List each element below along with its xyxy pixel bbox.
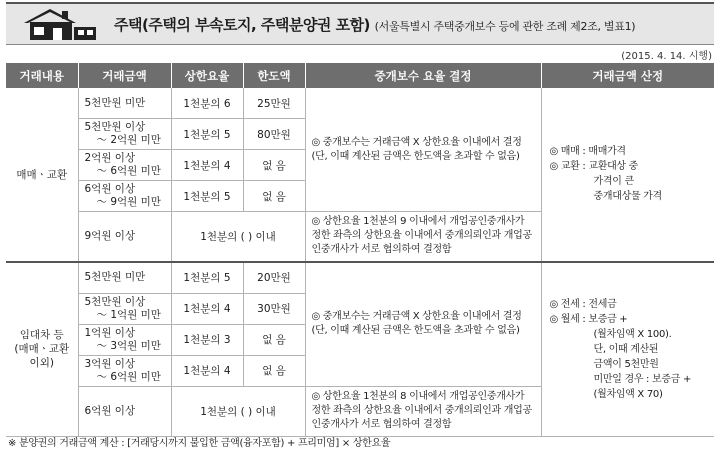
limit-cell: 80만원: [243, 119, 305, 150]
amount-cell: 5천만원 미만: [78, 262, 171, 294]
fee-table: [6, 63, 714, 437]
col-header: 한도액: [243, 63, 305, 88]
limit-cell: 30만원: [243, 293, 305, 324]
lease-calc-cell: ◎ 전세 : 전세금 ◎ 월세 : 보증금 + (월차임액 X 100). 단, 이때 계산된 금액이 5천만원 미만일 경우 : 보증금 + (월차임액 X 70): [541, 262, 714, 437]
table-row: [6, 262, 714, 294]
rate-cell: 1천분의 5: [171, 262, 243, 294]
page-title: [114, 14, 635, 35]
rate-cell: 1천분의 4: [171, 293, 243, 324]
lease-decision-2: ◎ 상한요율 1천분의 8 이내에서 개업공인중개사가 정한 좌측의 상한요율 이내에서 중개의뢰인과 개업공인중개사가 서로 협의하여 결정함: [305, 386, 541, 436]
col-header: 거래내용: [6, 63, 78, 88]
rate-cell: 1천분의 5: [171, 181, 243, 212]
rate-cell: 1천분의 5: [171, 119, 243, 150]
footnote: ※ 분양권의 거래금액 계산 : [거래당시까지 불입한 금액(융자포함) + 프리미엄] × 상한요율: [8, 438, 391, 449]
col-header: 거래금액: [78, 63, 171, 88]
sale-type-cell: 매매ㆍ교환: [6, 88, 78, 262]
col-header: 거래금액 산정: [541, 63, 714, 88]
col-header: 상한요율: [171, 63, 243, 88]
lease-type-cell: 임대차 등 (매매ㆍ교환 이외): [6, 262, 78, 437]
rate-cell: 1천분의 ( ) 이내: [171, 212, 305, 262]
sale-decision-2: ◎ 상한요율 1천분의 9 이내에서 개업공인중개사가 정한 좌측의 상한요율 이내에서 중개의뢰인과 개업공인중개사가 서로 협의하여 결정함: [305, 212, 541, 262]
sale-decision-1: ◎ 중개보수는 거래금액 X 상한요율 이내에서 결정 (단, 이때 계산된 금액은 한도액을 초과할 수 없음): [305, 88, 541, 212]
rate-cell: 1천분의 6: [171, 88, 243, 119]
limit-cell: 없 음: [243, 150, 305, 181]
amount-cell: 6억원 이상 ～ 9억원 미만: [78, 181, 171, 212]
table-header-row: [6, 63, 714, 88]
house-icon: [20, 7, 100, 41]
effective-date: (2015. 4. 14. 시행): [621, 51, 712, 62]
title-subtitle: (서울특별시 주택중개보수 등에 관한 조례 제2조, 별표1): [374, 20, 636, 33]
amount-cell: 6억원 이상: [78, 386, 171, 436]
rate-cell: 1천분의 ( ) 이내: [171, 386, 305, 436]
limit-cell: 25만원: [243, 88, 305, 119]
sale-calc-cell: ◎ 매매 : 매매가격 ◎ 교환 : 교환대상 중 가격이 큰 중개대상물 가격: [541, 88, 714, 262]
amount-cell: 5천만원 이상 ～ 1억원 미만: [78, 293, 171, 324]
amount-cell: 5천만원 미만: [78, 88, 171, 119]
limit-cell: 없 음: [243, 181, 305, 212]
lease-decision-1: ◎ 중개보수는 거래금액 X 상한요율 이내에서 결정 (단, 이때 계산된 금액은 한도액을 초과할 수 없음): [305, 262, 541, 387]
amount-cell: 1억원 이상 ～ 3억원 미만: [78, 324, 171, 355]
amount-cell: 2억원 이상 ～ 6억원 미만: [78, 150, 171, 181]
title-main: 주택(주택의 부속토지, 주택분양권 포함): [114, 16, 370, 34]
rate-cell: 1천분의 3: [171, 324, 243, 355]
rate-cell: 1천분의 4: [171, 355, 243, 386]
limit-cell: 20만원: [243, 262, 305, 294]
amount-cell: 3억원 이상 ～ 6억원 미만: [78, 355, 171, 386]
amount-cell: 5천만원 이상 ～ 2억원 미만: [78, 119, 171, 150]
rate-cell: 1천분의 4: [171, 150, 243, 181]
table-row: [6, 88, 714, 119]
col-header: 중개보수 요율 결정: [305, 63, 541, 88]
limit-cell: 없 음: [243, 355, 305, 386]
amount-cell: 9억원 이상: [78, 212, 171, 262]
limit-cell: 없 음: [243, 324, 305, 355]
header-banner: [6, 2, 714, 45]
